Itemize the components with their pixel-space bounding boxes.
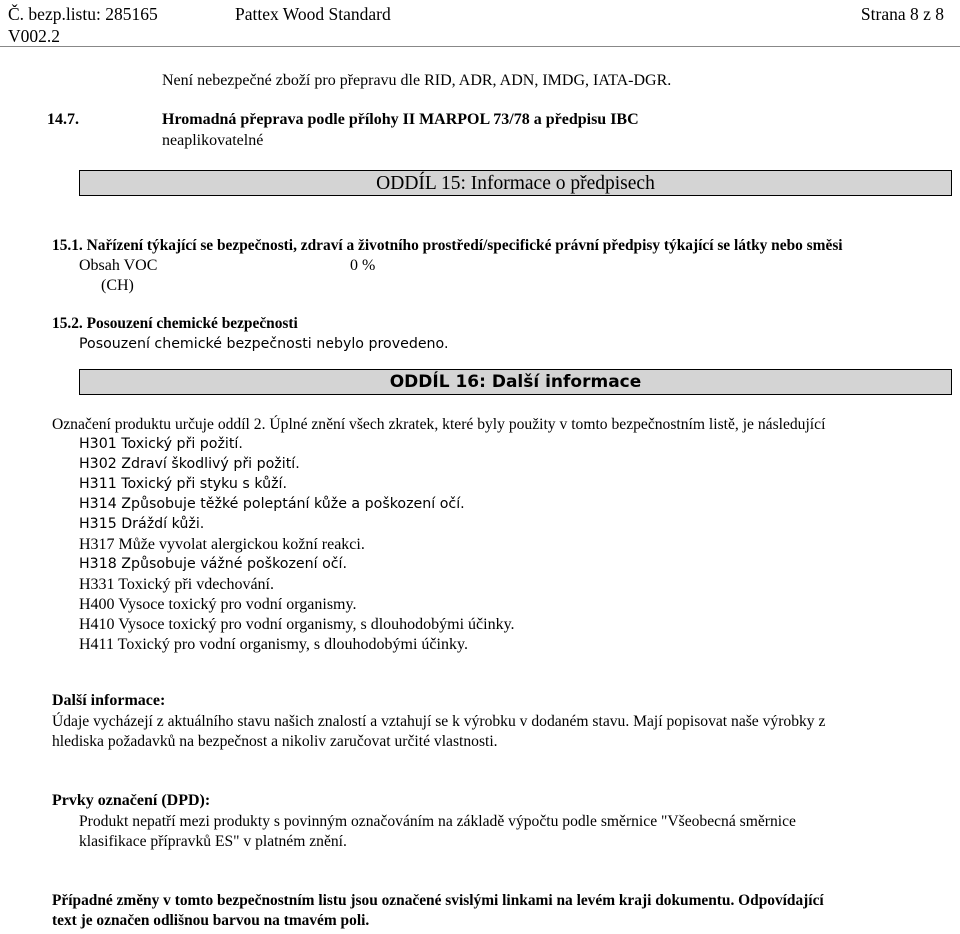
section15-2-title: 15.2. Posouzení chemické bezpečnosti	[52, 315, 298, 332]
changes-note-line2: text je označen odlišnou barvou na tmavém poli.	[52, 912, 370, 929]
bulk-transport-title: Hromadná přeprava podle přílohy II MARPOL 73/78 a předpisu IBC	[162, 111, 639, 128]
voc-value: 0 %	[350, 257, 376, 274]
product-name: Pattex Wood Standard	[235, 4, 391, 24]
version: V002.2	[8, 26, 61, 46]
h-statement: H400 Vysoce toxický pro vodní organismy.	[79, 596, 357, 613]
section15-title: ODDÍL 15: Informace o předpisech	[79, 170, 952, 196]
dpd-line1: Produkt nepatří mezi produkty s povinným označováním na základě výpočtu podle směrnice "Všeobecná směrnice	[79, 813, 796, 830]
section16-title: ODDÍL 16: Další informace	[79, 369, 952, 395]
transport-not-dangerous: Není nebezpečné zboží pro přepravu dle RID, ADR, ADN, IMDG, IATA-DGR.	[162, 72, 672, 89]
page-number: Strana 8 z 8	[860, 4, 944, 24]
h-statement: H301 Toxický při požití.	[79, 436, 243, 452]
section16-intro: Označení produktu určuje oddíl 2. Úplné znění všech zkratek, které byly použity v tomto bezpečnostním listě, je následující	[52, 416, 826, 433]
changes-note-line1: Případné změny v tomto bezpečnostním listu jsou označené svislými linkami na levém kraji dokumentu. Odpovídající	[52, 892, 824, 909]
h-statement: H411 Toxický pro vodní organismy, s dlouhodobými účinky.	[79, 636, 468, 653]
section15-1-title: 15.1. Nařízení týkající se bezpečnosti, zdraví a životního prostředí/specifické právní předpisy týkající se látky nebo směsi	[52, 237, 843, 254]
header-divider	[0, 46, 960, 47]
voc-label: Obsah VOC	[79, 257, 158, 274]
bulk-transport-value: neaplikovatelné	[162, 132, 264, 149]
more-info-line1: Údaje vycházejí z aktuálního stavu našich znalostí a vztahují se k výrobku v dodaném stavu. Mají popisovat naše výrobky z	[52, 713, 826, 730]
section15-2-text: Posouzení chemické bezpečnosti nebylo provedeno.	[79, 336, 449, 352]
h-statement: H318 Způsobuje vážné poškození očí.	[79, 556, 348, 572]
h-statement: H317 Může vyvolat alergickou kožní reakci.	[79, 536, 365, 553]
h-statement: H410 Vysoce toxický pro vodní organismy, s dlouhodobými účinky.	[79, 616, 515, 633]
dpd-line2: klasifikace přípravků ES" v platném znění.	[79, 833, 347, 850]
h-statement: H315 Dráždí kůži.	[79, 516, 205, 532]
h-statement: H314 Způsobuje těžké poleptání kůže a poškození očí.	[79, 496, 465, 512]
voc-unit: (CH)	[101, 277, 134, 294]
h-statement: H311 Toxický při styku s kůží.	[79, 476, 288, 492]
more-info-heading: Další informace:	[52, 692, 166, 709]
sheet-number: Č. bezp.listu: 285165	[8, 4, 158, 24]
h-statement: H331 Toxický při vdechování.	[79, 576, 274, 593]
h-statement: H302 Zdraví škodlivý při požití.	[79, 456, 300, 472]
more-info-line2: hlediska požadavků na bezpečnost a nikoliv zaručovat určité vlastnosti.	[52, 733, 498, 750]
bulk-transport-number: 14.7.	[47, 111, 79, 128]
dpd-heading: Prvky označení (DPD):	[52, 792, 211, 809]
